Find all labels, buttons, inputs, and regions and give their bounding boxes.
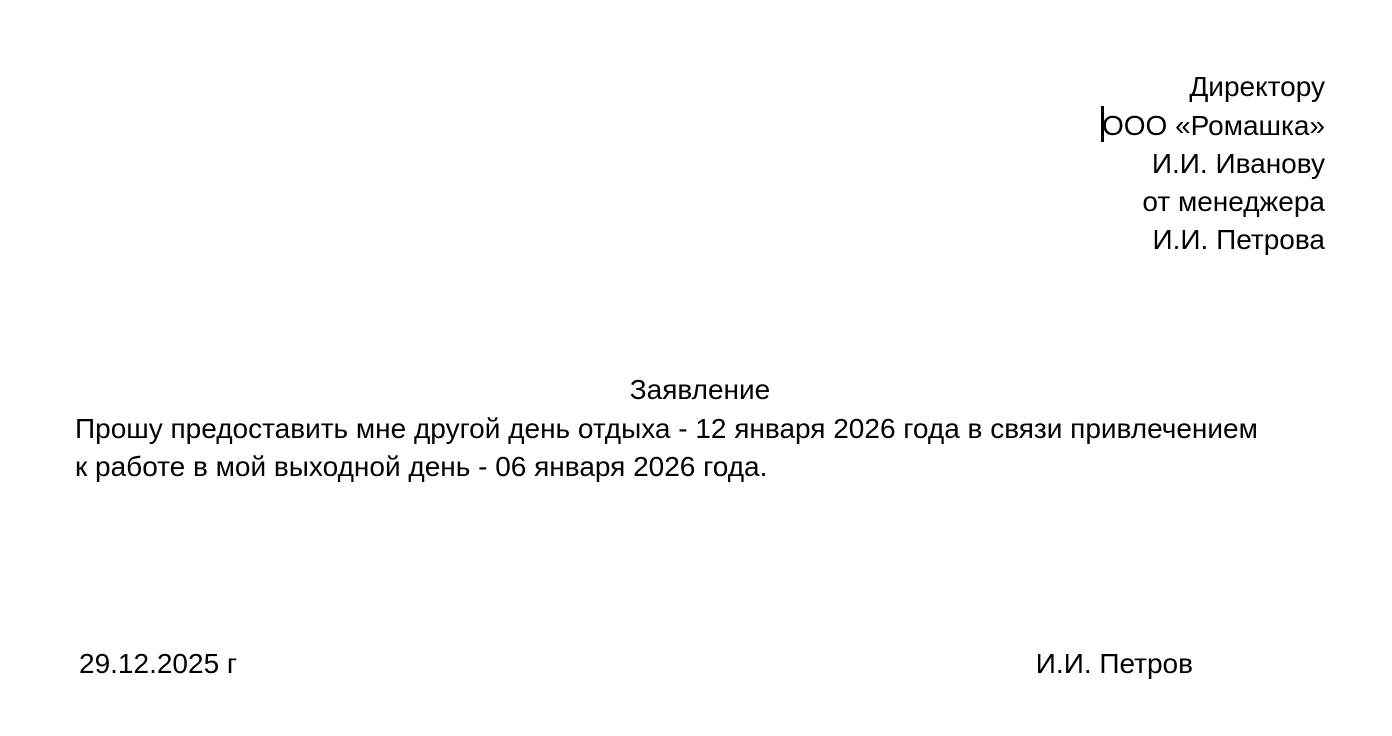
signature-name[interactable]: И.И. Петров	[1035, 648, 1193, 679]
document-date[interactable]: 29.12.2025 г	[79, 648, 238, 679]
recipient-line-from-role[interactable]: от менеджера	[1142, 186, 1325, 217]
document-title[interactable]: Заявление	[629, 374, 771, 405]
recipient-block[interactable]	[1101, 68, 1325, 259]
recipient-line-company[interactable]	[1101, 106, 1325, 145]
recipient-line-from-name[interactable]: И.И. Петрова	[1152, 224, 1325, 255]
recipient-line-director-name[interactable]: И.И. Иванову	[1151, 148, 1325, 179]
body-paragraph[interactable]	[75, 410, 1345, 486]
body-line-1[interactable]: Прошу предоставить мне другой день отдыха - 12 января 2026 года в связи привлечением	[75, 413, 1258, 444]
recipient-line-director[interactable]: Директору	[1189, 71, 1325, 102]
recipient-company-text[interactable]: ООО «Ромашка»	[1101, 110, 1325, 141]
body-line-2[interactable]: к работе в мой выходной день - 06 января 2026 года.	[75, 451, 768, 482]
